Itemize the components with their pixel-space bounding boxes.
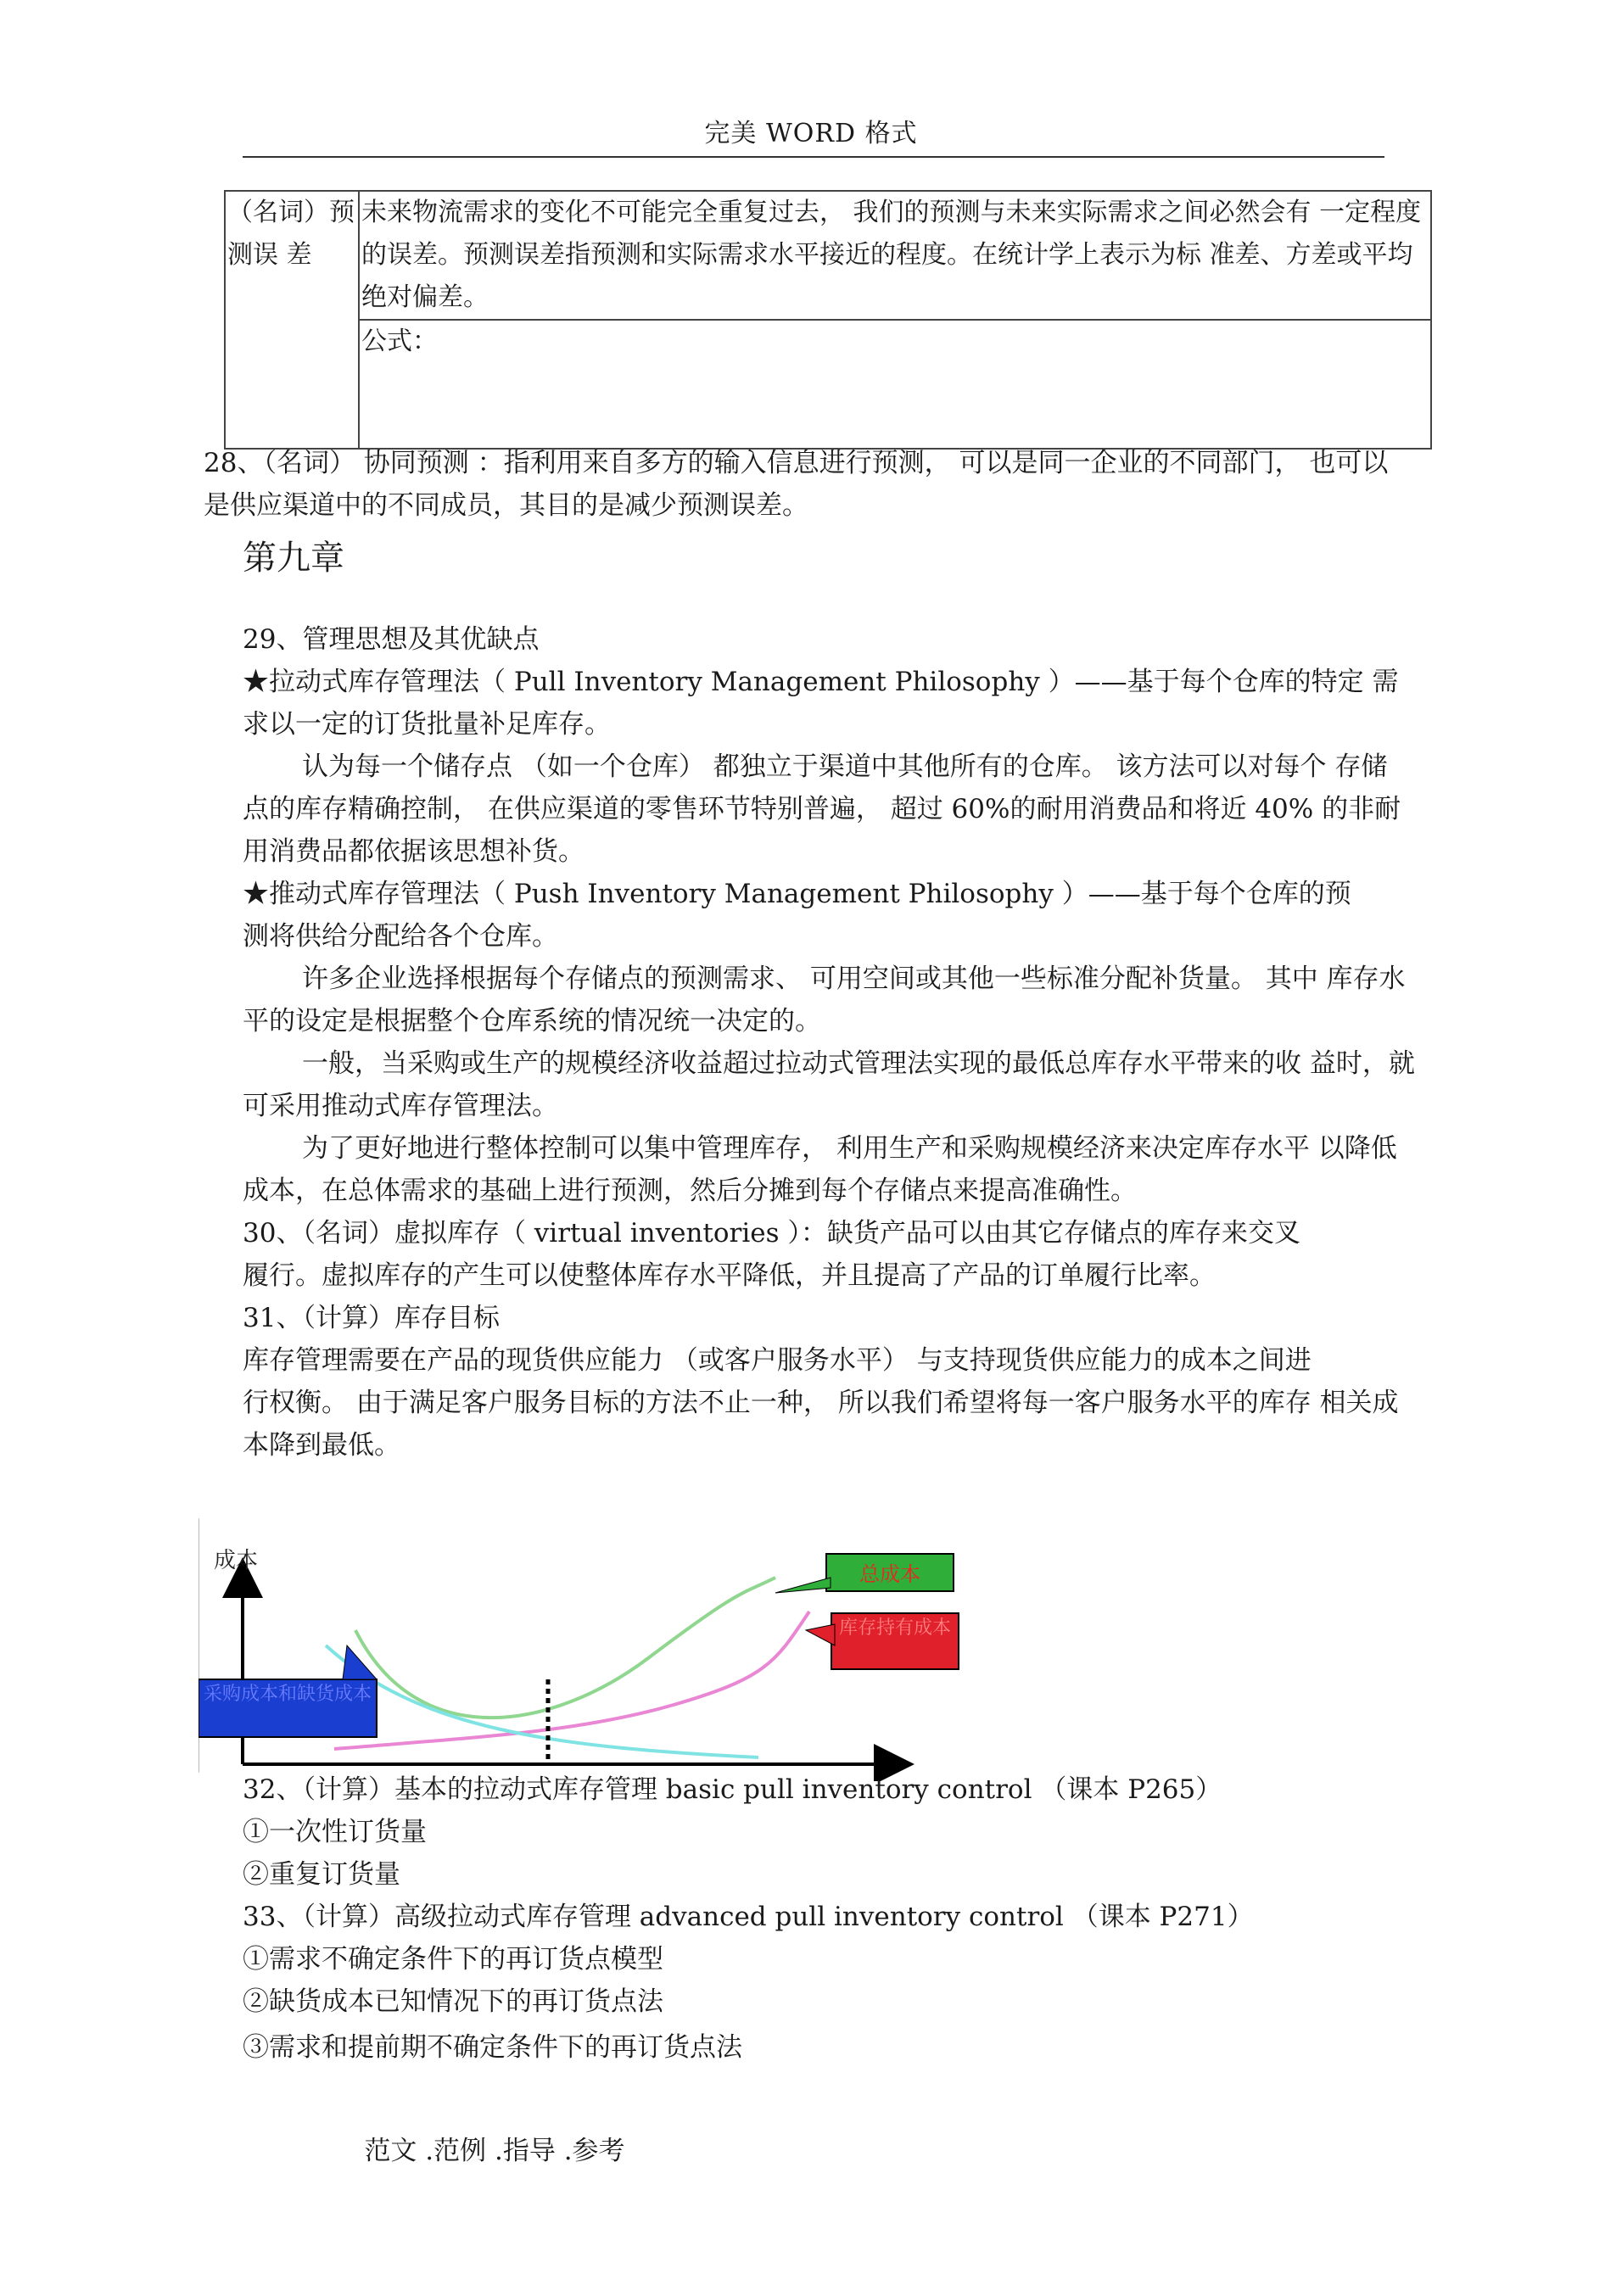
y-axis-label: 成本 <box>214 1548 259 1573</box>
paragraph-line: 是供应渠道中的不同成员，其目的是减少预测误差。 <box>204 490 808 521</box>
paragraph-line: 认为每一个储存点 （如一个仓库） 都独立于渠道中其他所有的仓库。 该方法可以对每个 存储 <box>302 751 1388 782</box>
series-holding-cost-line <box>334 1612 809 1749</box>
legend-ordering-cost-pointer <box>343 1645 377 1679</box>
series-total-cost-line <box>355 1578 775 1718</box>
paragraph-line: 库存管理需要在产品的现货供应能力 （或客户服务水平） 与支持现货供应能力的成本之间进 <box>243 1345 1312 1376</box>
paragraph-line: ★拉动式库存管理法（ Pull Inventory Management Philosophy ）——基于每个仓库的特定 需 <box>243 667 1399 697</box>
paragraph-line: 30、（名词）虚拟库存（ virtual inventories ）：缺货产品可以由其它存储点的库存来交叉 <box>243 1218 1300 1249</box>
paragraph-line: 为了更好地进行整体控制可以集中管理库存， 利用生产和采购规模经济来决定库存水平 以降低 <box>302 1133 1397 1164</box>
paragraph-line: 28、（名词） 协同预测 ：指利用来自多方的输入信息进行预测， 可以是同一企业的不同部门， 也可以 <box>204 448 1389 478</box>
section-heading: 32、（计算）基本的拉动式库存管理 basic pull inventory control （课本 P265） <box>243 1774 1222 1805</box>
header-rule <box>243 156 1384 158</box>
cost-tradeoff-chart <box>199 1518 962 1781</box>
list-item: ①需求不确定条件下的再订货点模型 <box>243 1944 663 1975</box>
legend-holding-cost-label: 库存持有成本 <box>838 1617 951 1639</box>
list-item: ②缺货成本已知情况下的再订货点法 <box>243 1986 663 2017</box>
definition-term: （名词）预测误 差 <box>225 191 359 449</box>
paragraph-line: 平的设定是根据整个仓库系统的情况统一决定的。 <box>243 1006 821 1036</box>
paragraph-line: 可采用推动式库存管理法。 <box>243 1091 558 1121</box>
paragraph-line: ★推动式库存管理法（ Push Inventory Management Philosophy ）——基于每个仓库的预 <box>243 879 1351 909</box>
paragraph-line: 本降到最低。 <box>243 1430 400 1461</box>
paragraph-line: 行权衡。 由于满足客户服务目标的方法不止一种， 所以我们希望将每一客户服务水平的库存 相关成 <box>243 1388 1399 1418</box>
formula-cell: 公式： <box>359 320 1431 449</box>
section-heading: 33、（计算）高级拉动式库存管理 advanced pull inventory control （课本 P271） <box>243 1902 1254 1932</box>
paragraph-line: 点的库存精确控制， 在供应渠道的零售环节特别普遍， 超过 60%的耐用消费品和将近 40% 的非耐 <box>243 794 1401 824</box>
legend-ordering-cost <box>199 1645 377 1737</box>
section-heading: 31、（计算）库存目标 <box>243 1303 500 1333</box>
chapter-title: 第九章 <box>243 539 344 578</box>
paragraph-line: 测将供给分配给各个仓库。 <box>243 921 558 952</box>
list-item: ③需求和提前期不确定条件下的再订货点法 <box>243 2032 742 2063</box>
paragraph-line: 履行。虚拟库存的产生可以使整体库存水平降低，并且提高了产品的订单履行比率。 <box>243 1260 1216 1291</box>
list-item: ②重复订货量 <box>243 1859 400 1890</box>
legend-total-cost-pointer <box>775 1578 831 1593</box>
paragraph-line: 求以一定的订货批量补足库存。 <box>243 709 611 740</box>
paragraph-line: 一般，当采购或生产的规模经济收益超过拉动式管理法实现的最低总库存水平带来的收 益时，就 <box>302 1048 1415 1079</box>
legend-holding-cost-text-box <box>835 1617 955 1668</box>
page-footer: 范文 .范例 .指导 .参考 <box>364 2136 625 2166</box>
definition-table <box>224 190 1432 450</box>
page-header: 完美 WORD 格式 <box>704 119 918 148</box>
legend-holding-cost-pointer <box>806 1624 835 1645</box>
legend-total-cost-label: 总成本 <box>859 1562 920 1586</box>
series-ordering-cost-line <box>326 1645 758 1757</box>
legend-total-cost <box>775 1554 954 1593</box>
legend-ordering-cost-label: 采购成本和缺货成本 <box>203 1684 372 1705</box>
legend-ordering-cost-text-box <box>202 1683 373 1735</box>
paragraph-line: 用消费品都依据该思想补货。 <box>243 836 584 867</box>
paragraph-line: 许多企业选择根据每个存储点的预测需求、 可用空间或其他一些标准分配补货量。 其中 库存水 <box>302 964 1406 994</box>
paragraph-line: 成本，在总体需求的基础上进行预测，然后分摊到每个存储点来提高准确性。 <box>243 1176 1137 1206</box>
list-item: ①一次性订货量 <box>243 1817 427 1847</box>
legend-holding-cost <box>806 1613 959 1669</box>
section-heading: 29、管理思想及其优缺点 <box>243 624 540 655</box>
definition-text: 未来物流需求的变化不可能完全重复过去， 我们的预测与未来实际需求之间必然会有 一定程度的误差。预测误差指预测和实际需求水平接近的程度。在统计学上表示为标 准差、方差或平均绝对偏差。 <box>359 191 1431 320</box>
